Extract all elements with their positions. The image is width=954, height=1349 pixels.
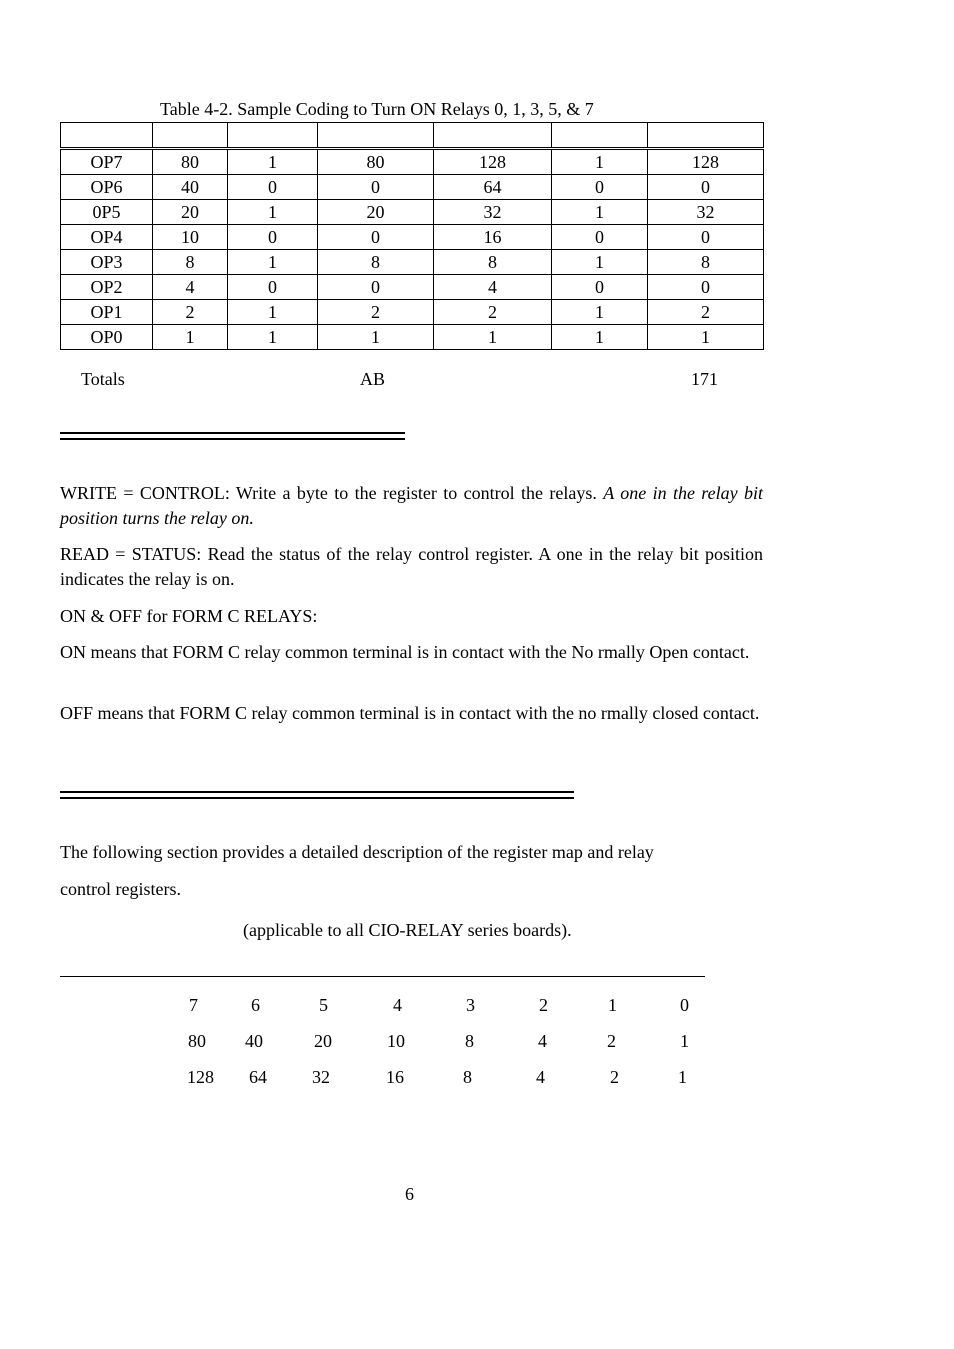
bit-position: 4 bbox=[393, 995, 402, 1015]
bit-hex-value: 2 bbox=[607, 1031, 616, 1051]
table-cell: 64 bbox=[434, 175, 552, 200]
bit-position: 3 bbox=[466, 995, 475, 1015]
table-cell: 1 bbox=[153, 325, 228, 350]
table-cell: 1 bbox=[552, 250, 648, 275]
section-intro: The following section provides a detailed description of the register map and relay bbox=[60, 842, 654, 862]
table-cell: 10 bbox=[153, 225, 228, 250]
table-cell: 8 bbox=[318, 250, 434, 275]
table-cell: 2 bbox=[434, 300, 552, 325]
table-cell: 8 bbox=[153, 250, 228, 275]
header-cell bbox=[61, 123, 153, 149]
table-cell: 0 bbox=[648, 225, 764, 250]
table-cell: 4 bbox=[434, 275, 552, 300]
bit-hex-value: 4 bbox=[538, 1031, 547, 1051]
table-cell: 20 bbox=[153, 200, 228, 225]
table-cell: 0 bbox=[318, 175, 434, 200]
on-off-heading: ON & OFF for FORM C RELAYS: bbox=[60, 606, 318, 626]
table-cell: 0P5 bbox=[61, 200, 153, 225]
totals-dec: 171 bbox=[691, 369, 718, 389]
bit-hex-value: 20 bbox=[314, 1031, 332, 1051]
write-control-paragraph bbox=[60, 481, 763, 531]
table-cell: 0 bbox=[552, 175, 648, 200]
bit-position: 2 bbox=[539, 995, 548, 1015]
table-cell: OP3 bbox=[61, 250, 153, 275]
table-cell: OP2 bbox=[61, 275, 153, 300]
table-cell: OP6 bbox=[61, 175, 153, 200]
table-cell: 4 bbox=[153, 275, 228, 300]
write-control-italic: A one in the relay bit position turns the relay on. bbox=[60, 483, 763, 528]
table-cell: 0 bbox=[648, 275, 764, 300]
table-cell: 1 bbox=[434, 325, 552, 350]
table-cell: 128 bbox=[648, 149, 764, 175]
bit-dec-value: 8 bbox=[463, 1067, 472, 1087]
table-cell: 8 bbox=[648, 250, 764, 275]
off-description: OFF means that FORM C relay common terminal is in contact with the no rmally closed contact. bbox=[60, 703, 760, 723]
bit-dec-value: 32 bbox=[312, 1067, 330, 1087]
table-cell: 0 bbox=[552, 275, 648, 300]
table-cell: 1 bbox=[552, 200, 648, 225]
table-cell: 40 bbox=[153, 175, 228, 200]
register-rule bbox=[60, 976, 705, 977]
page-number: 6 bbox=[405, 1184, 414, 1204]
read-status-paragraph: READ = STATUS: Read the status of the relay control register. A one in the relay bit position indicates the relay is on. bbox=[60, 544, 763, 589]
table-row bbox=[61, 175, 764, 200]
bit-dec-value: 64 bbox=[249, 1067, 267, 1087]
table-cell: 2 bbox=[648, 300, 764, 325]
bit-dec-value: 2 bbox=[610, 1067, 619, 1087]
bit-hex-value: 8 bbox=[465, 1031, 474, 1051]
totals-hex: AB bbox=[360, 369, 386, 389]
table-cell: 2 bbox=[153, 300, 228, 325]
table-cell: 80 bbox=[153, 149, 228, 175]
totals-label: Totals bbox=[81, 369, 125, 389]
header-cell bbox=[648, 123, 764, 149]
table-cell: 1 bbox=[228, 200, 318, 225]
bit-position: 5 bbox=[319, 995, 328, 1015]
bit-hex-value: 80 bbox=[188, 1031, 206, 1051]
header-cell bbox=[552, 123, 648, 149]
table-cell: 0 bbox=[552, 225, 648, 250]
table-cell: 1 bbox=[228, 250, 318, 275]
table-cell: OP7 bbox=[61, 149, 153, 175]
table-cell: 0 bbox=[318, 225, 434, 250]
table-cell: 8 bbox=[434, 250, 552, 275]
table-caption: Table 4-2. Sample Coding to Turn ON Relays 0, 1, 3, 5, & 7 bbox=[160, 99, 594, 119]
table-cell: 2 bbox=[318, 300, 434, 325]
table-cell: OP1 bbox=[61, 300, 153, 325]
table-cell: 128 bbox=[434, 149, 552, 175]
on-description: ON means that FORM C relay common terminal is in contact with the No rmally Open contact. bbox=[60, 642, 750, 662]
header-cell bbox=[434, 123, 552, 149]
section-divider bbox=[60, 791, 574, 799]
bit-hex-value: 10 bbox=[387, 1031, 405, 1051]
table-cell: 32 bbox=[648, 200, 764, 225]
table-cell: 20 bbox=[318, 200, 434, 225]
bit-hex-value: 1 bbox=[680, 1031, 689, 1051]
table-cell: 16 bbox=[434, 225, 552, 250]
section-intro-continued: control registers. bbox=[60, 879, 181, 899]
bit-position: 0 bbox=[680, 995, 689, 1015]
table-cell: 0 bbox=[648, 175, 764, 200]
table-cell: 1 bbox=[228, 325, 318, 350]
bit-position: 6 bbox=[251, 995, 260, 1015]
header-cell bbox=[318, 123, 434, 149]
table-cell: 1 bbox=[228, 300, 318, 325]
table-cell: 1 bbox=[552, 325, 648, 350]
table-cell: 1 bbox=[228, 149, 318, 175]
bit-dec-value: 4 bbox=[536, 1067, 545, 1087]
table-header-row bbox=[61, 123, 764, 149]
table-cell: 1 bbox=[552, 149, 648, 175]
sample-coding-table bbox=[60, 122, 764, 350]
table-row bbox=[61, 275, 764, 300]
bit-hex-value: 40 bbox=[245, 1031, 263, 1051]
table-row bbox=[61, 149, 764, 175]
table-cell: 0 bbox=[318, 275, 434, 300]
bit-dec-value: 1 bbox=[678, 1067, 687, 1087]
table-cell: 32 bbox=[434, 200, 552, 225]
bit-dec-value: 128 bbox=[187, 1067, 214, 1087]
table-cell: 1 bbox=[318, 325, 434, 350]
table-row bbox=[61, 200, 764, 225]
bit-position: 7 bbox=[189, 995, 198, 1015]
table-cell: 0 bbox=[228, 175, 318, 200]
table-cell: 0 bbox=[228, 275, 318, 300]
section-divider bbox=[60, 432, 405, 440]
bit-position: 1 bbox=[608, 995, 617, 1015]
table-cell: OP4 bbox=[61, 225, 153, 250]
table-cell: 80 bbox=[318, 149, 434, 175]
header-cell bbox=[228, 123, 318, 149]
table-row bbox=[61, 300, 764, 325]
header-cell bbox=[153, 123, 228, 149]
table-cell: OP0 bbox=[61, 325, 153, 350]
write-control-text: WRITE = CONTROL: Write a byte to the register to control the relays. bbox=[60, 483, 604, 503]
table-row bbox=[61, 250, 764, 275]
table-cell: 0 bbox=[228, 225, 318, 250]
table-row bbox=[61, 325, 764, 350]
table-cell: 1 bbox=[648, 325, 764, 350]
applicable-note: (applicable to all CIO-RELAY series boards). bbox=[243, 920, 572, 940]
bit-dec-value: 16 bbox=[386, 1067, 404, 1087]
table-row bbox=[61, 225, 764, 250]
table-cell: 1 bbox=[552, 300, 648, 325]
